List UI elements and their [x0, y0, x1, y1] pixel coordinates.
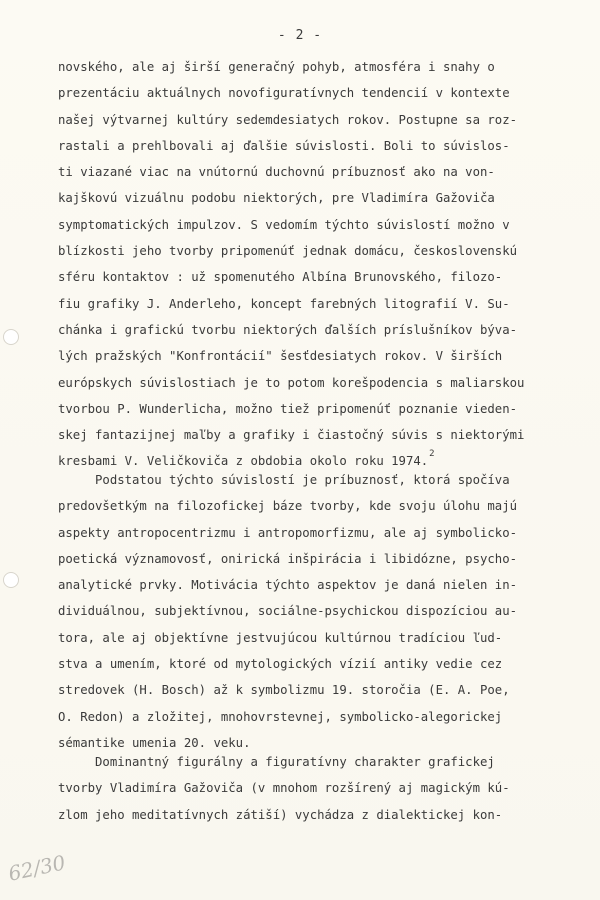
- text-line: Dominantný figurálny a figuratívny charakter grafickej: [58, 755, 495, 769]
- page-number: - 2 -: [277, 28, 323, 43]
- text-line: kresbami V. Veličkoviča z obdobia okolo roku 1974.: [58, 454, 429, 469]
- text-line: tora, ale aj objektívne jestvujúcou kultúrnou tradíciou ľud-: [58, 630, 503, 645]
- paragraph-3: [58, 749, 558, 828]
- text-line: tvorbou P. Wunderlicha, možno tiež pripomenúť poznanie vieden-: [58, 401, 518, 416]
- text-line: Podstatou týchto súvislostí je príbuznosť, ktorá spočíva: [58, 473, 510, 487]
- text-line: európskych súvislostiach je to potom korešpodencia s maliarskou: [58, 375, 525, 390]
- text-line: aspekty antropocentrizmu i antropomorfizmu, ale aj symbolicko-: [58, 525, 518, 540]
- punch-hole-top: [3, 329, 19, 345]
- paragraph-2: [58, 467, 558, 756]
- text-line: skej fantazijnej maľby a grafiky i čiastočný súvis s niektorými: [58, 428, 525, 443]
- text-line: fiu grafiky J. Anderleho, koncept farebných litografií V. Su-: [58, 296, 510, 311]
- text-line: stredovek (H. Bosch) až k symbolizmu 19. storočia (E. A. Poe,: [58, 683, 510, 698]
- paragraph-1: [58, 54, 558, 475]
- text-line: lých pražských "Konfrontácií" šesťdesiatych rokov. V širších: [58, 349, 503, 364]
- text-line: chánka i grafickú tvorbu niektorých ďalších príslušníkov býva-: [58, 322, 518, 337]
- text-line: predovšetkým na filozofickej báze tvorby, kde svoju úlohu majú: [58, 499, 518, 514]
- text-line: sféru kontaktov : už spomenutého Albína Brunovského, filozo-: [58, 270, 503, 285]
- text-line: našej výtvarnej kultúry sedemdesiatych rokov. Postupne sa roz-: [58, 112, 518, 127]
- punch-hole-bottom: [3, 572, 19, 588]
- text-line: poetická významovosť, onirická inšpirácia i libidózne, psycho-: [58, 551, 518, 566]
- text-line: prezentáciu aktuálnych novofiguratívnych tendencií v kontexte: [58, 86, 510, 101]
- text-line: ti viazané viac na vnútornú duchovnú príbuznosť ako na von-: [58, 165, 495, 180]
- footnote-marker: 2: [429, 449, 435, 460]
- text-line: dividuálnou, subjektívnou, sociálne-psychickou dispozíciou au-: [58, 604, 518, 619]
- text-line: novského, ale aj širší generačný pohyb, atmosféra i snahy o: [58, 60, 495, 74]
- text-line: zlom jeho meditatívnych zátiší) vychádza z dialektickej kon-: [58, 807, 503, 822]
- handwritten-page-note: 62/30: [6, 850, 68, 886]
- text-line: tvorby Vladimíra Gažoviča (v mnohom rozšírený aj magickým kú-: [58, 781, 510, 796]
- text-line: sémantike umenia 20. veku.: [58, 735, 251, 750]
- text-line: analytické prvky. Motivácia týchto aspektov je daná nielen in-: [58, 578, 518, 593]
- text-line: blízkosti jeho tvorby pripomenúť jednak domácu, československú: [58, 244, 518, 259]
- text-line: rastali a prehlbovali aj ďalšie súvislosti. Boli to súvislos-: [58, 138, 510, 153]
- text-line: symptomatických impulzov. S vedomím týchto súvislostí možno v: [58, 217, 510, 232]
- text-line: O. Redon) a zložitej, mnohovrstevnej, symbolicko-alegorickej: [58, 709, 503, 724]
- text-line: kajškovú vizuálnu podobu niektorých, pre Vladimíra Gažoviča: [58, 191, 495, 206]
- text-line: stva a umením, ktoré od mytologických vízií antiky vedie cez: [58, 657, 503, 672]
